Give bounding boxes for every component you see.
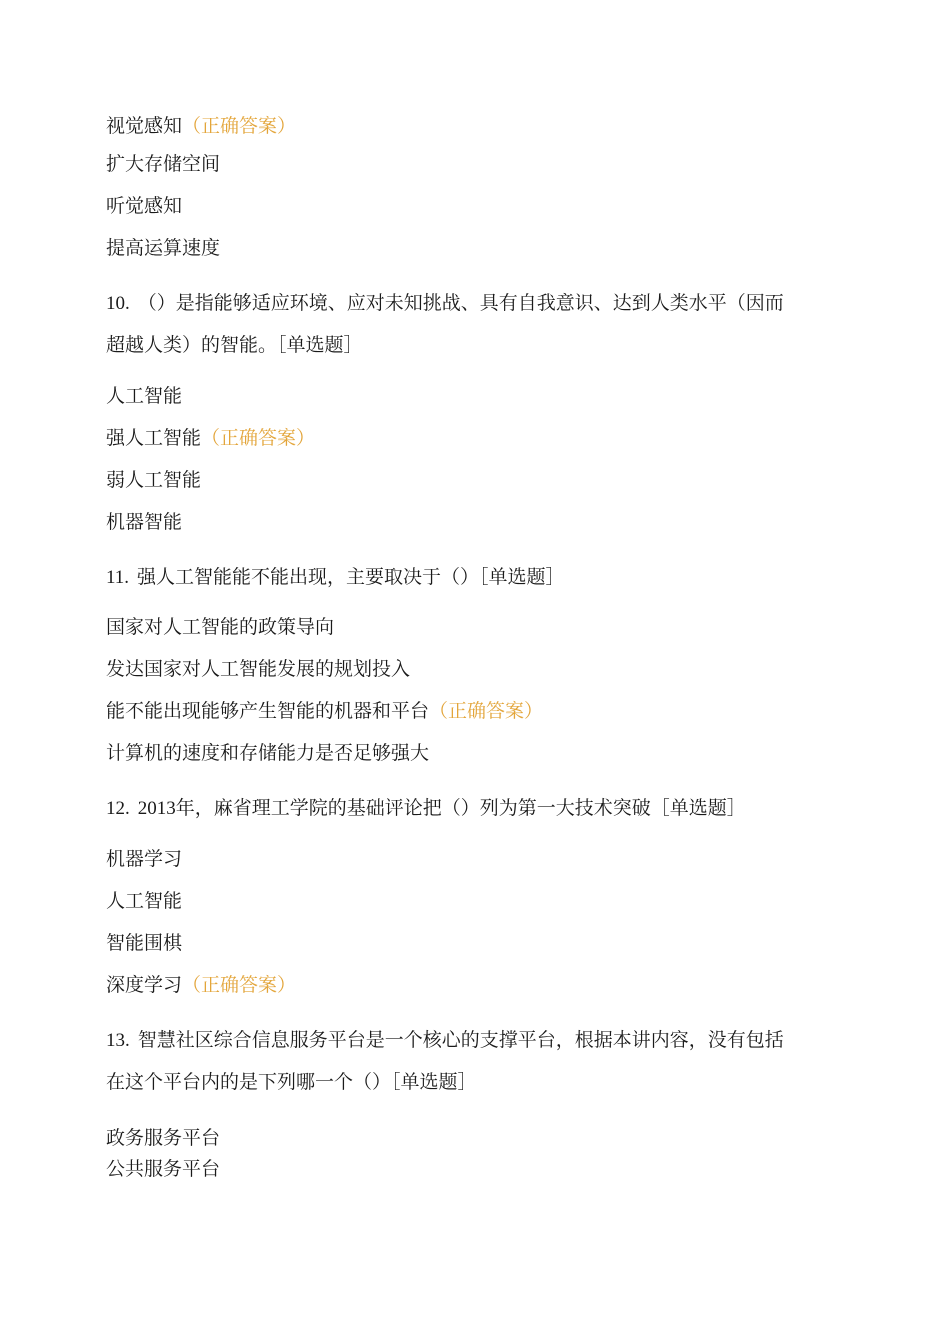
question-stem-continued: 超越人类）的智能。［单选题］ — [106, 334, 363, 356]
q12-option-1 — [106, 847, 182, 871]
option-text: 政务服务平台 — [106, 1127, 221, 1149]
q9-option-3 — [106, 194, 182, 218]
q11-option-2 — [106, 657, 410, 681]
option-text: 视觉感知 — [106, 115, 183, 137]
option-text: 能不能出现能够产生智能的机器和平台 — [106, 700, 430, 722]
q9-option-4 — [106, 236, 220, 260]
question-number: 13. — [106, 1030, 130, 1051]
q11-option-1 — [106, 615, 334, 639]
option-text: 提高运算速度 — [106, 237, 221, 259]
option-text: 计算机的速度和存储能力是否足够强大 — [106, 742, 430, 764]
question-number: 12. — [106, 798, 130, 819]
q11-stem-line1 — [106, 565, 565, 590]
option-text: 人工智能 — [106, 385, 183, 407]
question-year: 2013 — [137, 798, 176, 819]
question-stem: 年，麻省理工学院的基础评论把（）列为第一大技术突破［单选题］ — [175, 797, 746, 819]
q12-option-3 — [106, 931, 182, 955]
correct-answer-marker: （正确答案） — [182, 974, 297, 996]
q13-stem-line1 — [106, 1028, 784, 1053]
q11-option-4 — [106, 741, 429, 765]
q13-stem-line2 — [106, 1070, 477, 1094]
q13-option-1 — [106, 1126, 220, 1150]
option-text: 智能围棋 — [106, 932, 183, 954]
option-text: 人工智能 — [106, 890, 183, 912]
option-text: 听觉感知 — [106, 195, 183, 217]
question-number: 11. — [106, 567, 130, 588]
q11-option-3 — [106, 699, 543, 723]
question-number: 10. — [106, 293, 130, 314]
question-stem: （）是指能够适应环境、应对未知挑战、具有自我意识、达到人类水平（因而 — [137, 292, 784, 314]
q13-option-2 — [106, 1157, 220, 1181]
option-text: 机器学习 — [106, 848, 183, 870]
option-text: 弱人工智能 — [106, 469, 202, 491]
question-stem-continued: 在这个平台内的是下列哪一个（）［单选题］ — [106, 1071, 477, 1093]
option-text: 发达国家对人工智能发展的规划投入 — [106, 658, 411, 680]
option-text: 公共服务平台 — [106, 1158, 221, 1180]
q10-stem-line2 — [106, 333, 363, 357]
q10-option-3 — [106, 468, 201, 492]
option-text: 强人工智能 — [106, 427, 202, 449]
q10-option-2 — [106, 426, 315, 450]
q12-stem-line1 — [106, 796, 746, 821]
q10-stem-line1 — [106, 291, 784, 316]
q9-option-2 — [106, 152, 220, 176]
question-stem: 智慧社区综合信息服务平台是一个核心的支撑平台，根据本讲内容，没有包括 — [137, 1029, 784, 1051]
correct-answer-marker: （正确答案） — [182, 115, 297, 137]
correct-answer-marker: （正确答案） — [201, 427, 316, 449]
q10-option-4 — [106, 510, 182, 534]
question-stem: 强人工智能能不能出现，主要取决于（）［单选题］ — [137, 566, 565, 588]
option-text: 深度学习 — [106, 974, 183, 996]
q10-option-1 — [106, 384, 182, 408]
q12-option-4 — [106, 973, 296, 997]
option-text: 国家对人工智能的政策导向 — [106, 616, 335, 638]
option-text: 机器智能 — [106, 511, 183, 533]
q12-option-2 — [106, 889, 182, 913]
q9-option-1 — [106, 114, 296, 138]
option-text: 扩大存储空间 — [106, 153, 221, 175]
correct-answer-marker: （正确答案） — [429, 700, 544, 722]
